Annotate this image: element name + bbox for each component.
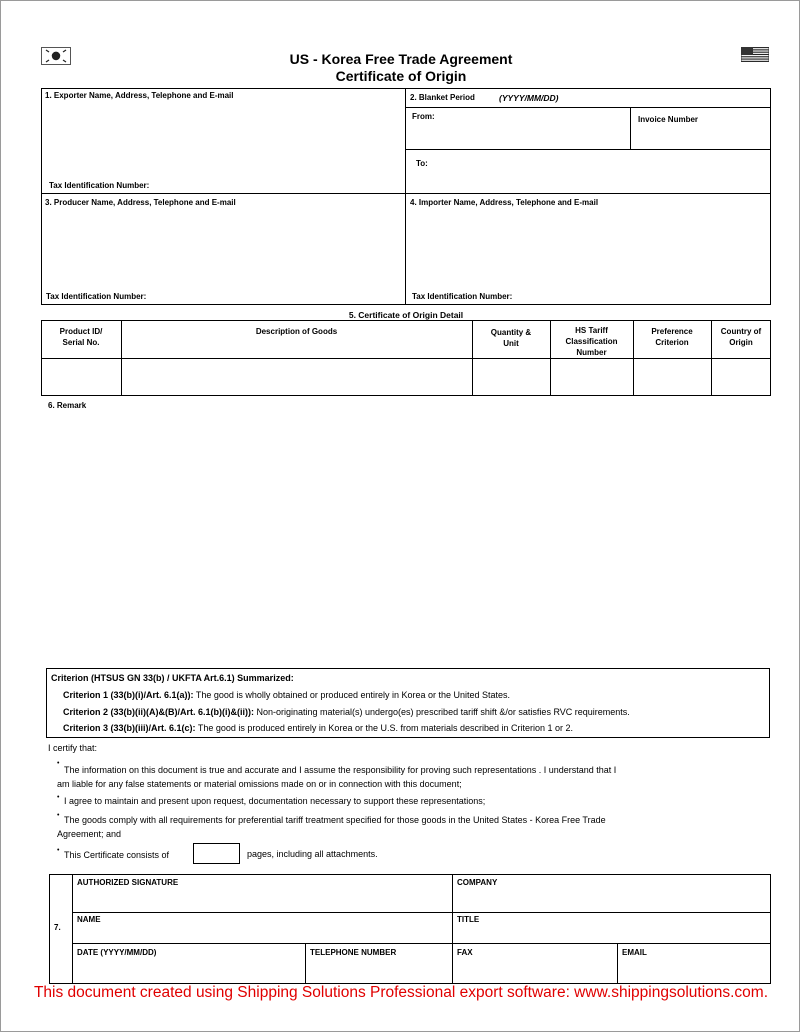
certify-statement-1a: The information on this document is true and accurate and I assume the responsibility for proving such representations . I understand that I — [64, 765, 617, 775]
blanket-period-format: (YYYY/MM/DD) — [499, 93, 559, 103]
certify-statement-1b: am liable for any false statements or material omissions made on or in connection with this document; — [57, 779, 462, 789]
form-subtitle: Certificate of Origin — [335, 68, 467, 84]
fax-field[interactable] — [453, 959, 616, 983]
product-id-cell[interactable] — [42, 359, 121, 395]
from-label: From: — [412, 112, 435, 121]
date-field[interactable] — [73, 959, 304, 983]
bullet-2: • — [57, 794, 60, 801]
authorized-signature-field[interactable] — [73, 889, 451, 911]
company-field[interactable] — [453, 889, 770, 911]
title-label: TITLE — [457, 915, 480, 924]
producer-label: 3. Producer Name, Address, Telephone and E-mail — [45, 198, 236, 207]
importer-tax-id-label: Tax Identification Number: — [412, 292, 513, 301]
exporter-tax-id-label: Tax Identification Number: — [49, 181, 150, 190]
title-field[interactable] — [453, 926, 770, 942]
certify-statement-4-pre: This Certificate consists of — [64, 850, 170, 860]
bullet-1: • — [57, 760, 60, 767]
box7-number: 7. — [54, 923, 61, 932]
email-label: EMAIL — [622, 948, 647, 957]
importer-field[interactable] — [406, 209, 770, 289]
col-hs-tariff: HS Tariff Classification Number — [565, 326, 618, 357]
criterion-3: Criterion 3 (33(b)(iii)/Art. 6.1(c): The good is produced entirely in Korea or the U.S. from materials described in Criterion 1 or 2. — [63, 723, 574, 733]
footer-notice: This document created using Shipping Solutions Professional export software: www.shippingsolutions.com. — [33, 984, 769, 1001]
importer-label: 4. Importer Name, Address, Telephone and E-mail — [410, 198, 599, 207]
preference-cell[interactable] — [634, 359, 711, 395]
exporter-label: 1. Exporter Name, Address, Telephone and E-mail — [45, 91, 234, 100]
company-label: COMPANY — [457, 878, 498, 887]
name-label: NAME — [77, 915, 101, 924]
col-description: Description of Goods — [255, 327, 338, 336]
telephone-field[interactable] — [306, 959, 451, 983]
certify-statement-3b: Agreement; and — [57, 829, 122, 839]
invoice-number-label: Invoice Number — [638, 115, 699, 124]
col-quantity: Quantity & Unit — [490, 328, 532, 348]
exporter-field[interactable] — [42, 102, 404, 176]
certify-statement-2: I agree to maintain and present upon request, documentation necessary to support these representations; — [64, 796, 486, 806]
certify-intro: I certify that: — [48, 743, 98, 753]
to-date-field[interactable] — [406, 169, 770, 192]
page-count-field[interactable] — [193, 843, 240, 864]
quantity-cell[interactable] — [473, 359, 550, 395]
authorized-signature-label: AUTHORIZED SIGNATURE — [77, 878, 179, 887]
to-label: To: — [416, 159, 428, 168]
criterion-2: Criterion 2 (33(b)(ii)(A)&(B)/Art. 6.1(b)(i)&(ii)): Non-originating material(s) undergo(es) prescribed tariff shift &/or satisfies RVC requirements. — [63, 707, 630, 717]
telephone-label: TELEPHONE NUMBER — [310, 948, 397, 957]
remark-field[interactable] — [45, 413, 771, 663]
producer-tax-id-label: Tax Identification Number: — [46, 292, 147, 301]
certify-statement-3a: The goods comply with all requirements for preferential tariff treatment specified for those goods in the United States - Korea Free Trade — [64, 815, 606, 825]
certify-statement-4-post: pages, including all attachments. — [247, 849, 378, 859]
invoice-number-field[interactable] — [631, 125, 770, 148]
detail-title: 5. Certificate of Origin Detail — [348, 310, 464, 320]
criteria-title: Criterion (HTSUS GN 33(b) / UKFTA Art.6.1) Summarized: — [51, 673, 294, 683]
col-country: Country of Origin — [720, 327, 762, 347]
country-cell[interactable] — [712, 359, 770, 395]
form-title: US - Korea Free Trade Agreement — [289, 51, 513, 67]
blanket-period-label: 2. Blanket Period — [410, 93, 475, 102]
bullet-3: • — [57, 812, 60, 819]
producer-field[interactable] — [42, 209, 404, 289]
col-preference: Preference Criterion — [651, 327, 693, 347]
fax-label: FAX — [457, 948, 473, 957]
email-field[interactable] — [618, 959, 770, 983]
criterion-1: Criterion 1 (33(b)(i)/Art. 6.1(a)): The good is wholly obtained or produced entirely in Korea or the United States. — [63, 690, 511, 700]
description-cell[interactable] — [122, 359, 472, 395]
from-date-field[interactable] — [406, 122, 629, 148]
col-product-id: Product ID/ Serial No. — [59, 327, 103, 347]
hs-tariff-cell[interactable] — [551, 359, 633, 395]
date-label: DATE (YYYY/MM/DD) — [77, 948, 157, 957]
remark-label: 6. Remark — [48, 401, 87, 410]
bullet-4: • — [57, 847, 60, 854]
name-field[interactable] — [73, 926, 451, 942]
